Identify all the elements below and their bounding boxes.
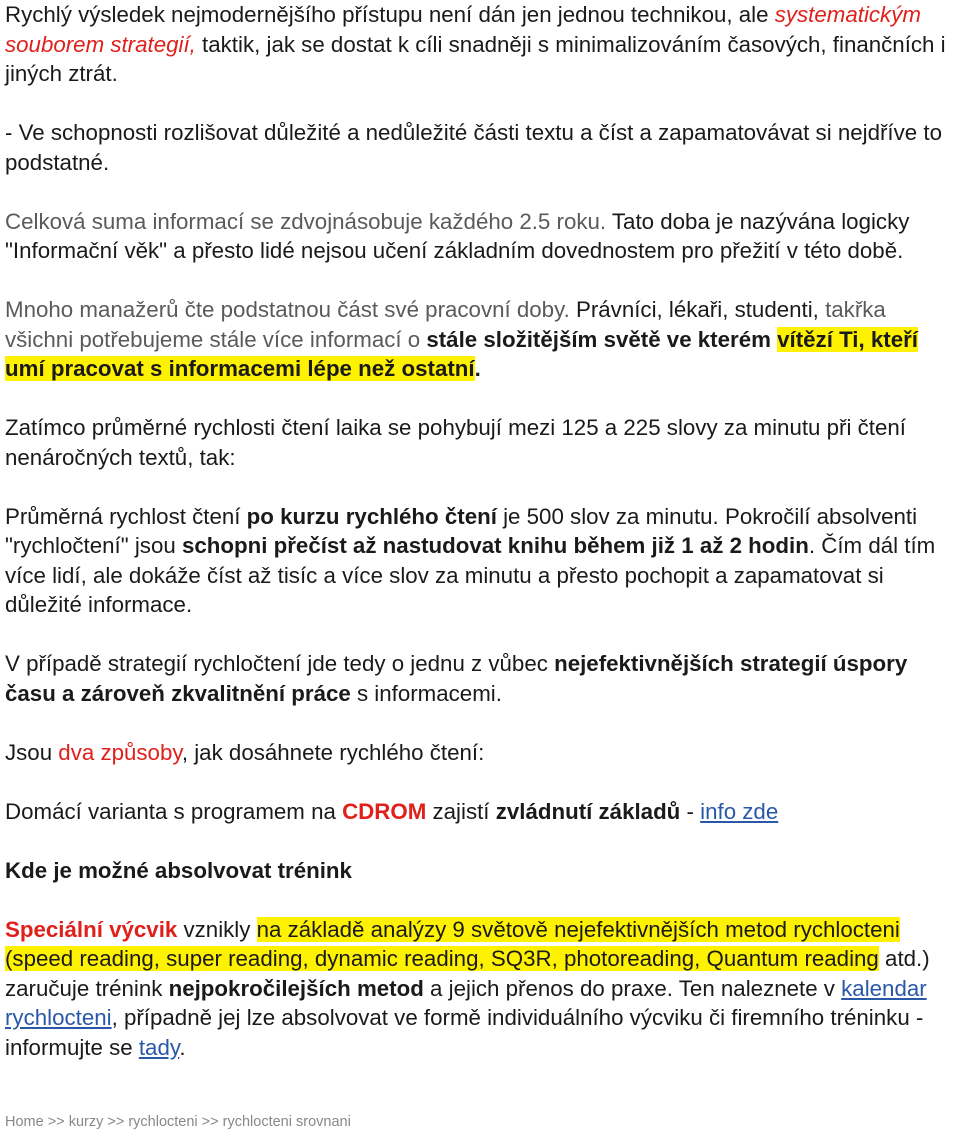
advanced-methods-bold: nejpokročilejších metod [168,975,424,1001]
two-ways-text: Jsou [5,739,59,765]
home-variant-mid: zajistí [426,798,496,824]
winners-period: . [474,356,481,381]
avg-speed-end: . Čím dál tím více lidí, ale dokáže číst až tisíc a více slov za minutu a přesto pochopit a zapamatovat si důležité informace. [5,533,936,617]
training-individual: , případně jej lze absolvovat ve formě individuálního výcviku či firemního tréninku - informujte se [5,1005,924,1060]
paragraph-managers [5,295,957,384]
paragraph-layman-speed: Zatímco průměrné rychlosti čtení laika se pohybují mezi 125 a 225 slovy za minutu při čtení nenáročných textů, tak: [5,415,906,470]
training-mid: atd.) zaručuje trénink [5,946,930,1001]
breadcrumb-separator: >> [197,1114,223,1130]
breadcrumb-current[interactable]: rychlocteni srovnani [222,1114,351,1130]
paragraph-intro [5,0,957,89]
info-doubling-text: Celková suma informací se zdvojnásobuje každého 2.5 roku. [5,208,607,234]
complex-world-text: stále složitějším světě ve kterém [426,326,778,352]
calendar-link[interactable]: kalendar rychlocteni [5,975,927,1030]
strategies-text: V případě strategií rychločtení jde tedy o jednu z vůbec [5,651,555,676]
info-age-text: Tato doba je nazývána logicky "Informační věk" a přesto lidé nejsou učení základním dovednostem pro přežití v této době. [5,208,910,263]
special-training-label: Speciální výcvik [5,916,178,942]
training-practice: a jejich přenos do praxe. Ten naleznete v [423,975,842,1001]
paragraph-information-age [5,207,957,266]
professions-text: Právníci, lékaři, studenti, [569,297,826,322]
breadcrumb-rychlocteni[interactable]: rychlocteni [128,1114,198,1130]
dash: - [680,798,701,824]
intro-text-end: taktik, jak se dostat k cíli snadněji s minimalizováním časových, finančních i jiných ztrát. [5,31,946,86]
article-body [5,0,957,1092]
avg-speed-text: Průměrná rychlost čtení [5,503,247,529]
cdrom-label: CDROM [342,798,427,824]
breadcrumb-separator: >> [43,1114,69,1130]
emphasis-strategies: systematickým souborem strategií, [5,2,921,57]
two-ways-end: , jak dosáhnete rychlého čtení: [181,739,485,765]
breadcrumb-home[interactable]: Home [5,1114,44,1130]
info-link[interactable]: info zde [700,798,779,824]
two-ways-red: dva způsoby [58,739,182,765]
paragraph-home-variant [5,797,957,827]
paragraph-ability: - Ve schopnosti rozlišovat důležité a nedůležité části textu a číst a zapamatovávat si nejdříve to podstatné. [5,120,942,175]
more-info-text: takřka všichni potřebujeme stále více informací o [5,297,886,352]
avg-speed-mid: je 500 slov za minutu. Pokročilí absolventi "rychločtení" jsou [5,503,918,558]
paragraph-strategies [5,649,957,708]
course-bold: po kurzu rychlého čtení [246,503,497,529]
efficient-strategies-bold: nejefektivnějších strategií úspory času a zároveň zkvalitnění práce [5,651,908,706]
managers-text: Mnoho manažerů čte podstatnou část své pracovní doby. [5,297,570,322]
paragraph-special-training [5,915,957,1063]
breadcrumb [5,1113,351,1131]
paragraph-two-ways [5,738,957,768]
special-training-text: vznikly [177,916,257,942]
intro-text: Rychlý výsledek nejmodernějšího přístupu není dán jen jednou technikou, ale [5,2,775,27]
basics-bold: zvládnutí základů [495,798,681,824]
strategies-end: s informacemi. [350,680,502,706]
methods-highlight: na základě analýzy 9 světově nejefektivnějších metod rychlocteni (speed reading, super reading, dynamic reading, SQ3R, photoreading, Quantum reading [5,916,900,971]
section-heading: Kde je možné absolvovat trénink [5,857,352,883]
training-end: . [179,1034,186,1060]
winners-highlight: vítězí Ti, kteří umí pracovat s informacemi lépe než ostatní [5,326,918,381]
home-variant-text: Domácí varianta s programem na [5,798,343,824]
contact-link[interactable]: tady [138,1034,180,1060]
breadcrumb-separator: >> [103,1114,129,1130]
book-hours-bold: schopni přečíst až nastudovat knihu během již 1 až 2 hodin [181,533,809,558]
breadcrumb-kurzy[interactable]: kurzy [68,1114,104,1130]
paragraph-average-speed [5,502,957,620]
